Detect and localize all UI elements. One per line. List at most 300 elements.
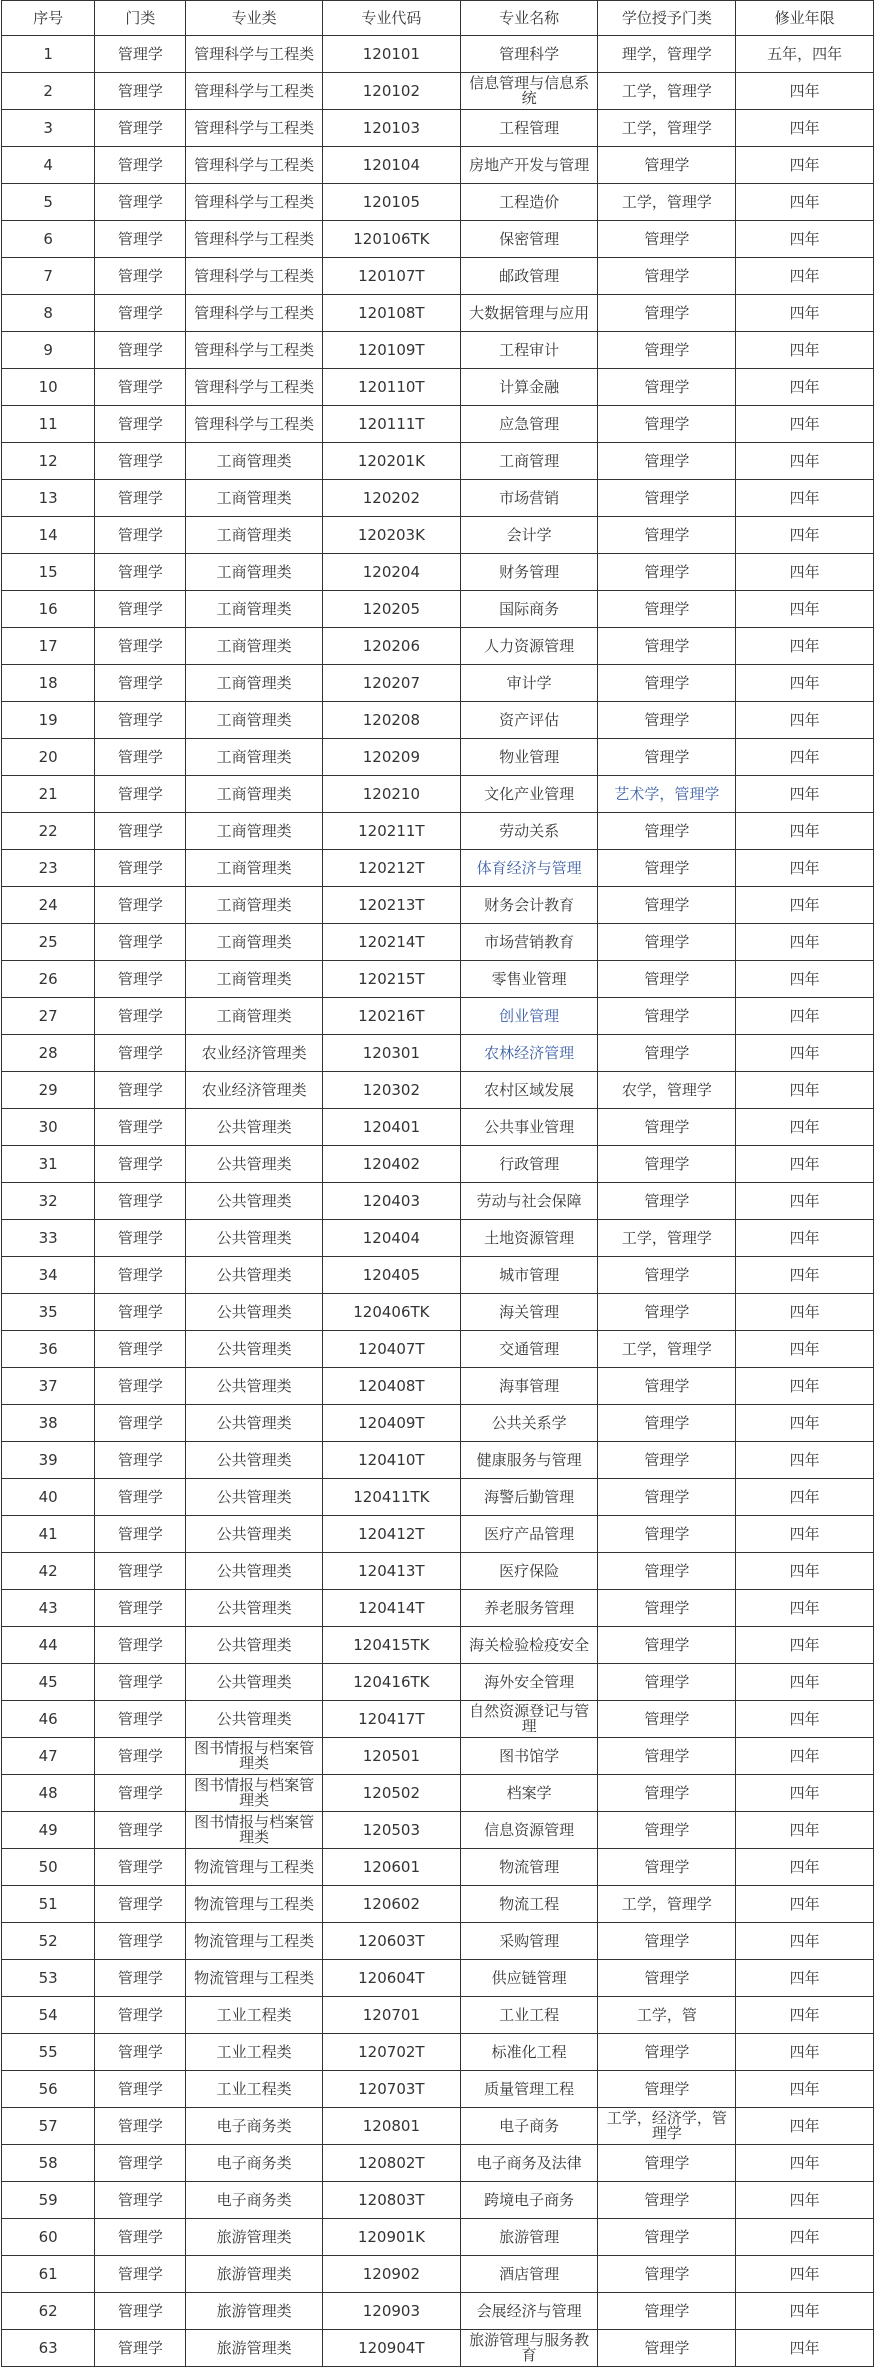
- cell-major-code: 120701: [323, 1997, 461, 2034]
- cell-degree-category: 管理学: [598, 1590, 736, 1627]
- table-row: [2, 406, 874, 443]
- cell-major-name: 邮政管理: [460, 258, 598, 295]
- cell-major-class: 公共管理类: [186, 1109, 323, 1146]
- cell-major-code: 120102: [323, 73, 461, 110]
- table-row: [2, 2108, 874, 2145]
- cell-index: 29: [2, 1072, 95, 1109]
- cell-category: 管理学: [95, 406, 186, 443]
- table-row: [2, 517, 874, 554]
- cell-category: 管理学: [95, 2108, 186, 2145]
- cell-index: 3: [2, 110, 95, 147]
- cell-major-name: 工业工程: [460, 1997, 598, 2034]
- cell-major-code: 120411TK: [323, 1479, 461, 1516]
- cell-duration: 四年: [736, 1257, 874, 1294]
- cell-major-class: 物流管理与工程类: [186, 1923, 323, 1960]
- cell-duration: 四年: [736, 850, 874, 887]
- cell-duration: 四年: [736, 1812, 874, 1849]
- cell-degree-category: 管理学: [598, 1257, 736, 1294]
- cell-index: 61: [2, 2256, 95, 2293]
- cell-index: 31: [2, 1146, 95, 1183]
- cell-major-class: 图书情报与档案管理类: [186, 1738, 323, 1775]
- cell-major-class: 农业经济管理类: [186, 1035, 323, 1072]
- cell-category: 管理学: [95, 2182, 186, 2219]
- cell-category: 管理学: [95, 776, 186, 813]
- cell-index: 7: [2, 258, 95, 295]
- cell-duration: 四年: [736, 887, 874, 924]
- cell-index: 16: [2, 591, 95, 628]
- table-row: [2, 110, 874, 147]
- cell-major-class: 公共管理类: [186, 1664, 323, 1701]
- cell-duration: 四年: [736, 1590, 874, 1627]
- cell-index: 43: [2, 1590, 95, 1627]
- cell-duration: 四年: [736, 1886, 874, 1923]
- cell-major-class: 工商管理类: [186, 776, 323, 813]
- cell-index: 34: [2, 1257, 95, 1294]
- cell-major-name: 零售业管理: [460, 961, 598, 998]
- cell-degree-category: 管理学: [598, 2034, 736, 2071]
- cell-degree-category: 管理学: [598, 1627, 736, 1664]
- cell-category: 管理学: [95, 1035, 186, 1072]
- cell-major-class: 管理科学与工程类: [186, 258, 323, 295]
- header-major-name: 专业名称: [460, 1, 598, 36]
- cell-category: 管理学: [95, 2034, 186, 2071]
- header-major-code: 专业代码: [323, 1, 461, 36]
- cell-major-class: 管理科学与工程类: [186, 110, 323, 147]
- cell-index: 22: [2, 813, 95, 850]
- table-row: [2, 1072, 874, 1109]
- table-row: [2, 665, 874, 702]
- cell-major-code: 120109T: [323, 332, 461, 369]
- header-row: [2, 1, 874, 36]
- cell-index: 37: [2, 1368, 95, 1405]
- cell-major-code: 120601: [323, 1849, 461, 1886]
- cell-major-code: 120802T: [323, 2145, 461, 2182]
- table-row: [2, 554, 874, 591]
- header-index: 序号: [2, 1, 95, 36]
- cell-duration: 四年: [736, 998, 874, 1035]
- cell-category: 管理学: [95, 591, 186, 628]
- cell-major-name[interactable]: 创业管理: [460, 998, 598, 1035]
- cell-index: 55: [2, 2034, 95, 2071]
- cell-major-name: 会展经济与管理: [460, 2293, 598, 2330]
- table-row: [2, 1035, 874, 1072]
- table-row: [2, 1738, 874, 1775]
- cell-category: 管理学: [95, 1997, 186, 2034]
- cell-duration: 四年: [736, 2182, 874, 2219]
- cell-index: 8: [2, 295, 95, 332]
- cell-index: 21: [2, 776, 95, 813]
- cell-duration: 四年: [736, 961, 874, 998]
- cell-category: 管理学: [95, 1072, 186, 1109]
- cell-duration: 四年: [736, 110, 874, 147]
- table-row: [2, 443, 874, 480]
- cell-major-class: 公共管理类: [186, 1701, 323, 1738]
- cell-major-class: 管理科学与工程类: [186, 406, 323, 443]
- cell-degree-category: 管理学: [598, 1738, 736, 1775]
- cell-major-name: 医疗产品管理: [460, 1516, 598, 1553]
- table-row: [2, 258, 874, 295]
- table-row: [2, 1627, 874, 1664]
- cell-index: 39: [2, 1442, 95, 1479]
- cell-major-name: 管理科学: [460, 36, 598, 73]
- cell-major-class: 公共管理类: [186, 1442, 323, 1479]
- cell-duration: 四年: [736, 1294, 874, 1331]
- cell-major-code: 120103: [323, 110, 461, 147]
- cell-degree-category: 管理学: [598, 1960, 736, 1997]
- cell-category: 管理学: [95, 1442, 186, 1479]
- cell-major-class: 工商管理类: [186, 813, 323, 850]
- table-row: [2, 332, 874, 369]
- cell-degree-category: 管理学: [598, 1812, 736, 1849]
- cell-degree-category: 管理学: [598, 2219, 736, 2256]
- cell-degree-category: 管理学: [598, 2145, 736, 2182]
- cell-category: 管理学: [95, 369, 186, 406]
- cell-major-class: 管理科学与工程类: [186, 73, 323, 110]
- cell-category: 管理学: [95, 147, 186, 184]
- cell-major-class: 公共管理类: [186, 1368, 323, 1405]
- cell-major-name: 物流工程: [460, 1886, 598, 1923]
- cell-major-class: 公共管理类: [186, 1553, 323, 1590]
- cell-major-name: 信息管理与信息系统: [460, 73, 598, 110]
- cell-degree-category: 理学，管理学: [598, 36, 736, 73]
- cell-major-class: 公共管理类: [186, 1627, 323, 1664]
- cell-major-class: 公共管理类: [186, 1257, 323, 1294]
- table-row: [2, 480, 874, 517]
- cell-major-code: 120401: [323, 1109, 461, 1146]
- cell-major-class: 工商管理类: [186, 480, 323, 517]
- cell-degree-category: 管理学: [598, 1553, 736, 1590]
- cell-index: 1: [2, 36, 95, 73]
- table-row: [2, 2330, 874, 2367]
- cell-index: 60: [2, 2219, 95, 2256]
- table-row: [2, 2256, 874, 2293]
- cell-index: 38: [2, 1405, 95, 1442]
- cell-major-name: 农村区域发展: [460, 1072, 598, 1109]
- cell-category: 管理学: [95, 1812, 186, 1849]
- cell-duration: 四年: [736, 2293, 874, 2330]
- cell-duration: 四年: [736, 517, 874, 554]
- cell-degree-category: 管理学: [598, 924, 736, 961]
- cell-major-code: 120104: [323, 147, 461, 184]
- cell-major-name: 劳动关系: [460, 813, 598, 850]
- cell-category: 管理学: [95, 1146, 186, 1183]
- cell-category: 管理学: [95, 1553, 186, 1590]
- cell-category: 管理学: [95, 961, 186, 998]
- cell-major-class: 工商管理类: [186, 961, 323, 998]
- cell-duration: 四年: [736, 1775, 874, 1812]
- cell-major-name: 市场营销教育: [460, 924, 598, 961]
- cell-index: 63: [2, 2330, 95, 2367]
- cell-major-name: 交通管理: [460, 1331, 598, 1368]
- cell-major-class: 电子商务类: [186, 2182, 323, 2219]
- table-body: [2, 36, 874, 2367]
- cell-major-class: 管理科学与工程类: [186, 369, 323, 406]
- cell-degree-category: 管理学: [598, 702, 736, 739]
- cell-index: 9: [2, 332, 95, 369]
- table-row: [2, 961, 874, 998]
- cell-degree-category: 工学，管理学: [598, 1886, 736, 1923]
- cell-category: 管理学: [95, 702, 186, 739]
- cell-degree-category: 工学，管理学: [598, 110, 736, 147]
- table-row: [2, 1442, 874, 1479]
- table-row: [2, 739, 874, 776]
- cell-major-name: 应急管理: [460, 406, 598, 443]
- cell-index: 13: [2, 480, 95, 517]
- cell-category: 管理学: [95, 2256, 186, 2293]
- cell-index: 57: [2, 2108, 95, 2145]
- cell-major-name: 计算金融: [460, 369, 598, 406]
- cell-major-code: 120110T: [323, 369, 461, 406]
- cell-duration: 四年: [736, 2330, 874, 2367]
- cell-category: 管理学: [95, 1405, 186, 1442]
- cell-category: 管理学: [95, 2219, 186, 2256]
- cell-category: 管理学: [95, 1923, 186, 1960]
- cell-degree-category: 管理学: [598, 887, 736, 924]
- table-row: [2, 591, 874, 628]
- cell-major-name: 档案学: [460, 1775, 598, 1812]
- cell-major-code: 120207: [323, 665, 461, 702]
- cell-category: 管理学: [95, 73, 186, 110]
- cell-duration: 四年: [736, 1220, 874, 1257]
- cell-major-class: 工业工程类: [186, 2071, 323, 2108]
- cell-category: 管理学: [95, 184, 186, 221]
- cell-major-code: 120501: [323, 1738, 461, 1775]
- cell-degree-category: 管理学: [598, 554, 736, 591]
- cell-degree-category: 管理学: [598, 813, 736, 850]
- cell-duration: 四年: [736, 73, 874, 110]
- cell-major-code: 120402: [323, 1146, 461, 1183]
- cell-index: 46: [2, 1701, 95, 1738]
- table-row: [2, 1664, 874, 1701]
- cell-duration: 四年: [736, 332, 874, 369]
- cell-duration: 四年: [736, 1442, 874, 1479]
- cell-major-name: 采购管理: [460, 1923, 598, 1960]
- cell-major-class: 公共管理类: [186, 1516, 323, 1553]
- cell-index: 17: [2, 628, 95, 665]
- table-row: [2, 147, 874, 184]
- cell-duration: 四年: [736, 1627, 874, 1664]
- table-row: [2, 1183, 874, 1220]
- cell-index: 14: [2, 517, 95, 554]
- cell-major-code: 120210: [323, 776, 461, 813]
- cell-index: 23: [2, 850, 95, 887]
- cell-major-class: 工商管理类: [186, 591, 323, 628]
- cell-major-class: 电子商务类: [186, 2108, 323, 2145]
- cell-major-class: 工商管理类: [186, 628, 323, 665]
- cell-duration: 四年: [736, 1405, 874, 1442]
- cell-duration: 四年: [736, 147, 874, 184]
- cell-category: 管理学: [95, 813, 186, 850]
- cell-degree-category: 管理学: [598, 1035, 736, 1072]
- cell-category: 管理学: [95, 332, 186, 369]
- cell-degree-category: 管理学: [598, 1849, 736, 1886]
- header-duration: 修业年限: [736, 1, 874, 36]
- cell-major-name: 市场营销: [460, 480, 598, 517]
- cell-degree-category: 管理学: [598, 443, 736, 480]
- cell-major-code: 120410T: [323, 1442, 461, 1479]
- table-row: [2, 1701, 874, 1738]
- table-row: [2, 221, 874, 258]
- cell-category: 管理学: [95, 924, 186, 961]
- cell-index: 58: [2, 2145, 95, 2182]
- cell-duration: 四年: [736, 1183, 874, 1220]
- cell-major-code: 120412T: [323, 1516, 461, 1553]
- cell-major-class: 图书情报与档案管理类: [186, 1775, 323, 1812]
- cell-major-code: 120404: [323, 1220, 461, 1257]
- table-row: [2, 1257, 874, 1294]
- cell-major-code: 120415TK: [323, 1627, 461, 1664]
- cell-duration: 四年: [736, 1960, 874, 1997]
- cell-duration: 四年: [736, 628, 874, 665]
- cell-category: 管理学: [95, 1109, 186, 1146]
- table-row: [2, 184, 874, 221]
- cell-major-name: 土地资源管理: [460, 1220, 598, 1257]
- cell-degree-category: 管理学: [598, 1405, 736, 1442]
- cell-index: 35: [2, 1294, 95, 1331]
- table-row: [2, 1590, 874, 1627]
- cell-major-name[interactable]: 体育经济与管理: [460, 850, 598, 887]
- cell-category: 管理学: [95, 1664, 186, 1701]
- cell-major-code: 120406TK: [323, 1294, 461, 1331]
- cell-major-class: 工商管理类: [186, 517, 323, 554]
- cell-major-code: 120208: [323, 702, 461, 739]
- cell-degree-category: 管理学: [598, 2071, 736, 2108]
- cell-index: 52: [2, 1923, 95, 1960]
- cell-duration: 四年: [736, 1035, 874, 1072]
- table-row: [2, 1109, 874, 1146]
- cell-index: 42: [2, 1553, 95, 1590]
- cell-major-class: 物流管理与工程类: [186, 1849, 323, 1886]
- cell-major-class: 公共管理类: [186, 1146, 323, 1183]
- cell-degree-category: 管理学: [598, 628, 736, 665]
- cell-major-name: 人力资源管理: [460, 628, 598, 665]
- cell-duration: 四年: [736, 480, 874, 517]
- cell-degree-category[interactable]: 艺术学，管理学: [598, 776, 736, 813]
- cell-category: 管理学: [95, 1257, 186, 1294]
- cell-major-name: 文化产业管理: [460, 776, 598, 813]
- cell-major-name: 养老服务管理: [460, 1590, 598, 1627]
- table-row: [2, 850, 874, 887]
- cell-index: 32: [2, 1183, 95, 1220]
- cell-degree-category: 管理学: [598, 739, 736, 776]
- cell-major-code: 120214T: [323, 924, 461, 961]
- cell-degree-category: 工学，管理学: [598, 184, 736, 221]
- cell-degree-category: 管理学: [598, 147, 736, 184]
- cell-degree-category: 工学，管理学: [598, 73, 736, 110]
- cell-major-code: 120204: [323, 554, 461, 591]
- cell-major-class: 工业工程类: [186, 1997, 323, 2034]
- cell-major-code: 120803T: [323, 2182, 461, 2219]
- cell-degree-category: 管理学: [598, 1146, 736, 1183]
- cell-degree-category: 管理学: [598, 517, 736, 554]
- table-row: [2, 1886, 874, 1923]
- cell-major-code: 120212T: [323, 850, 461, 887]
- table-row: [2, 36, 874, 73]
- cell-degree-category: 管理学: [598, 961, 736, 998]
- table-row: [2, 1997, 874, 2034]
- cell-major-name: 工程造价: [460, 184, 598, 221]
- cell-index: 5: [2, 184, 95, 221]
- cell-major-class: 公共管理类: [186, 1331, 323, 1368]
- cell-duration: 四年: [736, 1664, 874, 1701]
- cell-duration: 四年: [736, 1701, 874, 1738]
- cell-major-code: 120206: [323, 628, 461, 665]
- cell-index: 30: [2, 1109, 95, 1146]
- cell-major-name: 跨境电子商务: [460, 2182, 598, 2219]
- majors-table: [1, 0, 874, 2367]
- cell-major-name: 物业管理: [460, 739, 598, 776]
- cell-major-name[interactable]: 农林经济管理: [460, 1035, 598, 1072]
- cell-major-name: 公共关系学: [460, 1405, 598, 1442]
- cell-major-name: 海警后勤管理: [460, 1479, 598, 1516]
- cell-category: 管理学: [95, 110, 186, 147]
- cell-duration: 四年: [736, 702, 874, 739]
- cell-category: 管理学: [95, 2293, 186, 2330]
- header-category: 门类: [95, 1, 186, 36]
- cell-major-class: 管理科学与工程类: [186, 36, 323, 73]
- cell-degree-category: 管理学: [598, 665, 736, 702]
- cell-degree-category: 管理学: [598, 1479, 736, 1516]
- cell-major-name: 质量管理工程: [460, 2071, 598, 2108]
- table-row: [2, 1923, 874, 1960]
- cell-duration: 四年: [736, 2145, 874, 2182]
- cell-major-name: 电子商务: [460, 2108, 598, 2145]
- cell-major-code: 120409T: [323, 1405, 461, 1442]
- cell-duration: 四年: [736, 443, 874, 480]
- cell-duration: 四年: [736, 924, 874, 961]
- cell-index: 50: [2, 1849, 95, 1886]
- cell-duration: 四年: [736, 2071, 874, 2108]
- cell-major-class: 工商管理类: [186, 998, 323, 1035]
- cell-major-class: 工商管理类: [186, 739, 323, 776]
- cell-major-name: 物流管理: [460, 1849, 598, 1886]
- cell-category: 管理学: [95, 628, 186, 665]
- cell-major-code: 120702T: [323, 2034, 461, 2071]
- cell-major-code: 120604T: [323, 1960, 461, 1997]
- cell-major-class: 管理科学与工程类: [186, 221, 323, 258]
- cell-index: 53: [2, 1960, 95, 1997]
- cell-degree-category: 工学，管: [598, 1997, 736, 2034]
- cell-duration: 四年: [736, 369, 874, 406]
- cell-degree-category: 管理学: [598, 221, 736, 258]
- cell-major-class: 管理科学与工程类: [186, 147, 323, 184]
- cell-major-class: 工商管理类: [186, 702, 323, 739]
- cell-degree-category: 农学，管理学: [598, 1072, 736, 1109]
- cell-major-class: 工业工程类: [186, 2034, 323, 2071]
- table-row: [2, 2145, 874, 2182]
- cell-major-code: 120503: [323, 1812, 461, 1849]
- cell-duration: 四年: [736, 1368, 874, 1405]
- cell-major-code: 120901K: [323, 2219, 461, 2256]
- cell-duration: 四年: [736, 813, 874, 850]
- cell-major-name: 工商管理: [460, 443, 598, 480]
- cell-index: 33: [2, 1220, 95, 1257]
- cell-major-code: 120107T: [323, 258, 461, 295]
- cell-category: 管理学: [95, 739, 186, 776]
- cell-index: 44: [2, 1627, 95, 1664]
- cell-category: 管理学: [95, 36, 186, 73]
- cell-duration: 四年: [736, 1109, 874, 1146]
- cell-degree-category: 管理学: [598, 332, 736, 369]
- cell-degree-category: 管理学: [598, 1368, 736, 1405]
- table-row: [2, 1479, 874, 1516]
- cell-degree-category: 管理学: [598, 1183, 736, 1220]
- cell-major-class: 旅游管理类: [186, 2293, 323, 2330]
- cell-major-name: 行政管理: [460, 1146, 598, 1183]
- cell-major-code: 120403: [323, 1183, 461, 1220]
- cell-degree-category: 工学，经济学，管理学: [598, 2108, 736, 2145]
- cell-major-code: 120302: [323, 1072, 461, 1109]
